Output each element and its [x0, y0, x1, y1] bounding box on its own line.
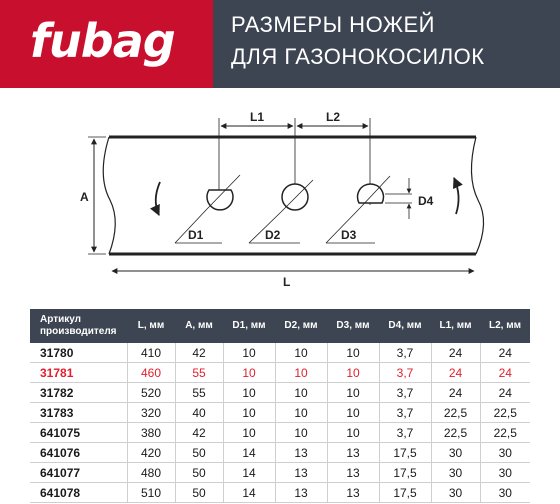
table-cell: 30: [480, 483, 530, 503]
table-cell: 480: [127, 463, 175, 483]
table-cell: 13: [327, 483, 379, 503]
table-cell: 14: [223, 463, 275, 483]
table-cell: 24: [480, 363, 530, 383]
table-cell: 10: [327, 403, 379, 423]
table-cell: 10: [275, 403, 327, 423]
table-cell: 10: [327, 423, 379, 443]
table-cell: 13: [327, 463, 379, 483]
column-header: D1, мм: [223, 309, 275, 343]
table-cell: 10: [223, 343, 275, 363]
table-cell: 410: [127, 343, 175, 363]
table-row: [30, 423, 530, 443]
table-cell: 50: [175, 443, 223, 463]
article-cell: 641076: [30, 443, 127, 463]
table-cell: 30: [431, 463, 480, 483]
table-cell: 460: [127, 363, 175, 383]
table-cell: 10: [223, 363, 275, 383]
table-cell: 13: [327, 443, 379, 463]
table-cell: 24: [431, 383, 480, 403]
diameter-leaders: [175, 175, 390, 243]
specs-table: [30, 309, 530, 503]
table-row: [30, 483, 530, 503]
rotation-arrow-left-icon: [156, 182, 160, 215]
table-row: [30, 403, 530, 423]
dimension-a: [88, 137, 106, 254]
table-cell: 17,5: [379, 443, 431, 463]
column-header: A, мм: [175, 309, 223, 343]
table-cell: 10: [327, 383, 379, 403]
article-cell: 641077: [30, 463, 127, 483]
label-l1: L1: [250, 110, 265, 124]
table-cell: 55: [175, 363, 223, 383]
page-title-line-1: РАЗМЕРЫ НОЖЕЙ: [231, 12, 435, 37]
hole-d1: [207, 190, 233, 210]
table-cell: 14: [223, 483, 275, 503]
table-cell: 10: [275, 423, 327, 443]
article-cell: 641078: [30, 483, 127, 503]
table-cell: 30: [431, 483, 480, 503]
table-cell: 24: [480, 343, 530, 363]
article-cell: 641075: [30, 423, 127, 443]
table-cell: 3,7: [379, 403, 431, 423]
table-cell: 510: [127, 483, 175, 503]
table-cell: 30: [431, 443, 480, 463]
label-l2: L2: [326, 110, 341, 124]
table-cell: 17,5: [379, 483, 431, 503]
table-cell: 30: [480, 463, 530, 483]
table-cell: 10: [223, 403, 275, 423]
column-header: D2, мм: [275, 309, 327, 343]
table-cell: 24: [431, 343, 480, 363]
logo-text: fubag: [30, 14, 175, 68]
rotation-arrow-right-icon: [454, 178, 459, 214]
article-cell: 31780: [30, 343, 127, 363]
table-row: [30, 463, 530, 483]
label-d3: D3: [341, 228, 357, 242]
table-cell: 50: [175, 463, 223, 483]
title-banner: [213, 0, 560, 88]
table-cell: 3,7: [379, 363, 431, 383]
table-cell: 13: [275, 443, 327, 463]
column-header: Артикул производителя: [30, 309, 127, 343]
table-cell: 10: [327, 363, 379, 383]
table-cell: 520: [127, 383, 175, 403]
table-cell: 10: [275, 363, 327, 383]
label-d4: D4: [418, 194, 434, 208]
table-cell: 14: [223, 443, 275, 463]
hole-d2: [282, 184, 308, 210]
dimension-d4: [385, 178, 412, 219]
column-header: L2, мм: [480, 309, 530, 343]
page-title-line-2: ДЛЯ ГАЗОНОКОСИЛОК: [231, 44, 485, 69]
table-cell: 13: [275, 463, 327, 483]
label-l: L: [283, 275, 291, 289]
table-cell: 30: [480, 443, 530, 463]
label-d1: D1: [188, 228, 204, 242]
article-cell: 31782: [30, 383, 127, 403]
article-cell: 31783: [30, 403, 127, 423]
table-cell: 40: [175, 403, 223, 423]
table-cell: 42: [175, 423, 223, 443]
table-cell: 42: [175, 343, 223, 363]
table-cell: 380: [127, 423, 175, 443]
table-cell: 3,7: [379, 423, 431, 443]
table-row: [30, 383, 530, 403]
brand-logo: [0, 0, 213, 88]
column-header: L, мм: [127, 309, 175, 343]
table-cell: 22,5: [431, 423, 480, 443]
table-row: [30, 443, 530, 463]
table-cell: 3,7: [379, 343, 431, 363]
table-cell: 17,5: [379, 463, 431, 483]
table-cell: 55: [175, 383, 223, 403]
table-cell: 22,5: [431, 403, 480, 423]
table-body: [30, 343, 530, 503]
table-cell: 50: [175, 483, 223, 503]
table-cell: 10: [223, 423, 275, 443]
label-d2: D2: [265, 228, 281, 242]
column-header: L1, мм: [431, 309, 480, 343]
table-cell: 24: [431, 363, 480, 383]
table-cell: 22,5: [480, 423, 530, 443]
table-cell: 10: [223, 383, 275, 403]
table-cell: 10: [275, 343, 327, 363]
table-cell: 10: [275, 383, 327, 403]
header: [0, 0, 560, 88]
column-header: D4, мм: [379, 309, 431, 343]
article-cell: 31781: [30, 363, 127, 383]
table-row: [30, 343, 530, 363]
table-cell: 22,5: [480, 403, 530, 423]
table-cell: 24: [480, 383, 530, 403]
table-row: [30, 363, 530, 383]
table-cell: 420: [127, 443, 175, 463]
table-cell: 3,7: [379, 383, 431, 403]
blade-diagram: [0, 96, 560, 296]
column-header: D3, мм: [327, 309, 379, 343]
table-cell: 320: [127, 403, 175, 423]
label-a: A: [80, 190, 89, 204]
table-header-row: [30, 309, 530, 343]
table-cell: 13: [275, 483, 327, 503]
table-cell: 10: [327, 343, 379, 363]
